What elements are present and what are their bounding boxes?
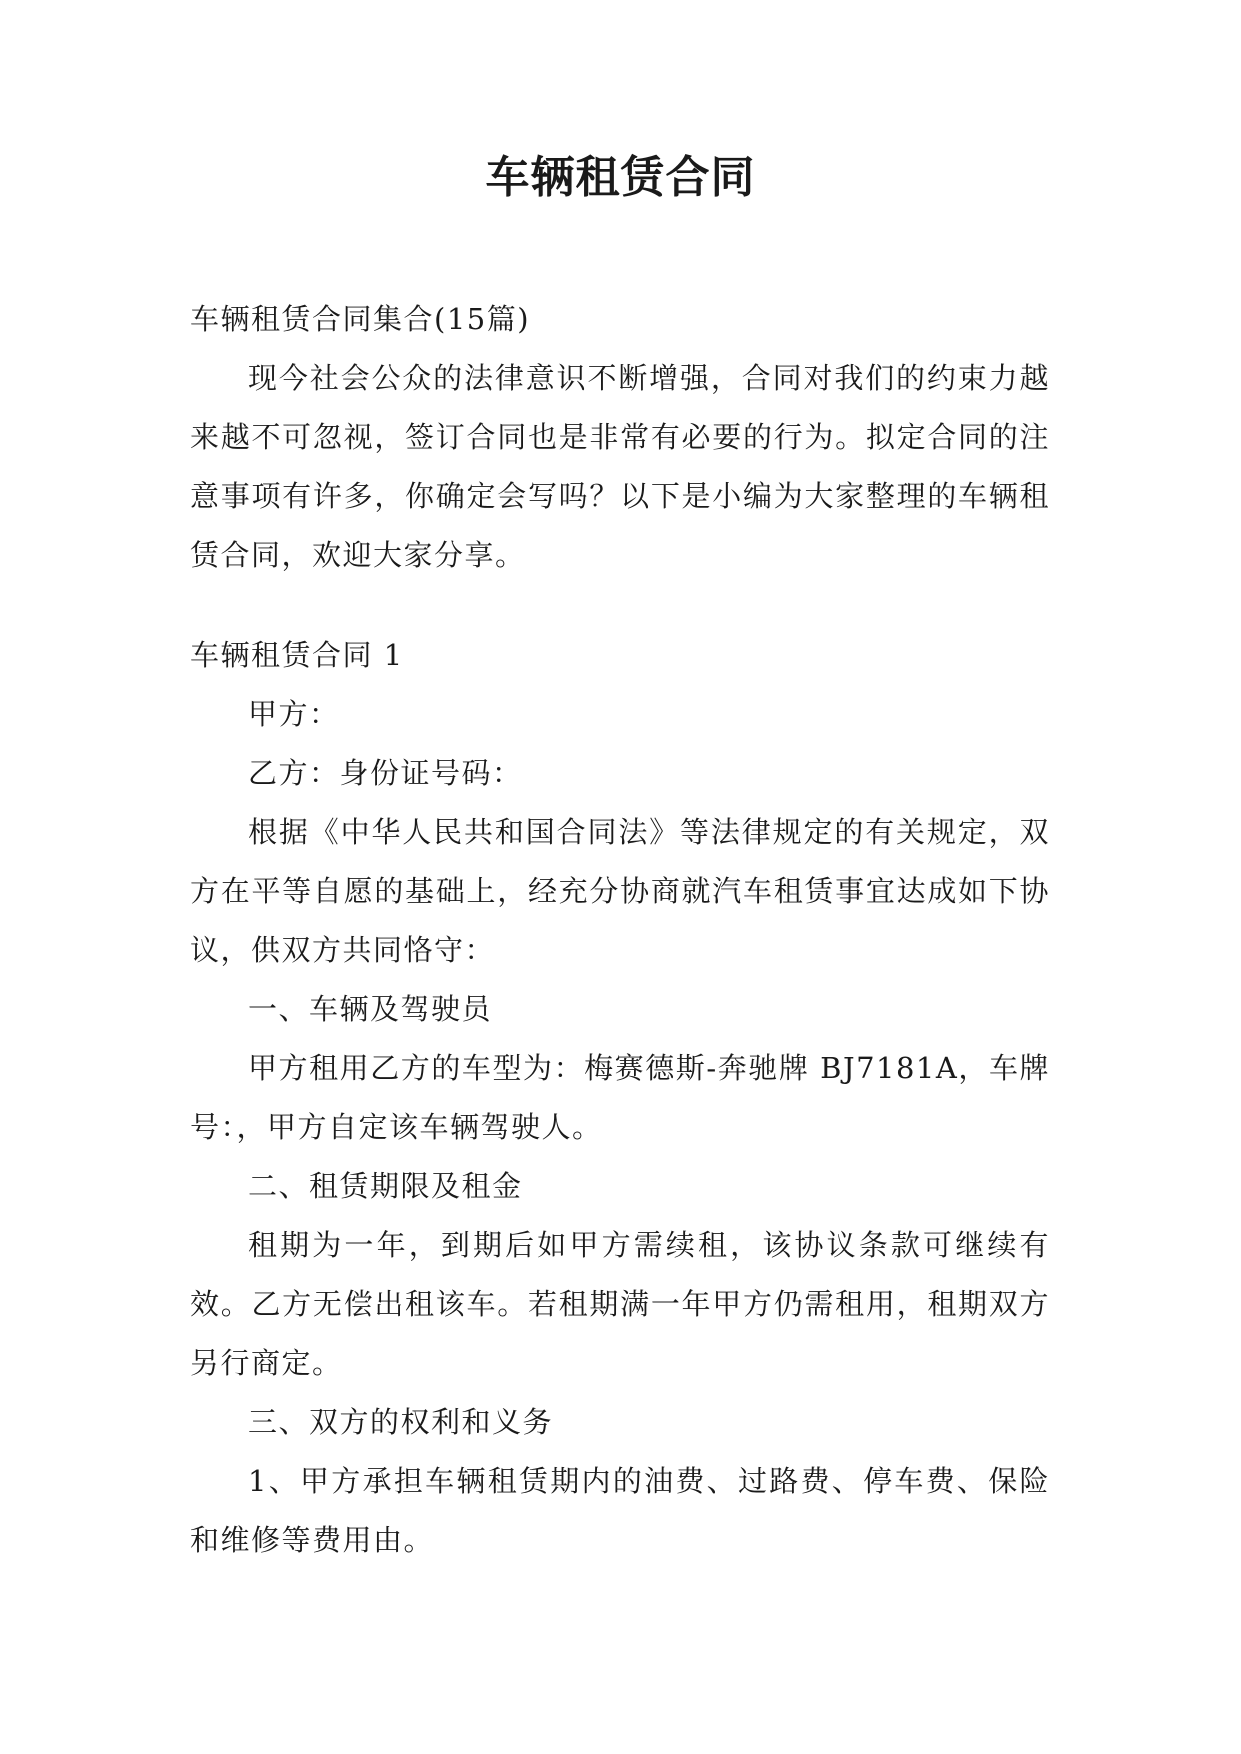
clause-3-heading: 三、双方的权利和义务 bbox=[248, 1405, 554, 1439]
clause-1-text: 甲方租用乙方的车型为：梅赛德斯-奔驰牌 BJ7181A，车牌号：，甲方自定该车辆驾驶人。 bbox=[190, 1051, 1050, 1144]
intro-paragraph: 现今社会公众的法律意识不断增强，合同对我们的约束力越来越不可忽视，签订合同也是非常有必要的行为。拟定合同的注意事项有许多，你确定会写吗？以下是小编为大家整理的车辆租赁合同，欢迎大家分享。 bbox=[190, 361, 1050, 572]
preamble-paragraph: 根据《中华人民共和国合同法》等法律规定的有关规定，双方在平等自愿的基础上，经充分协商就汽车租赁事宜达成如下协议，供双方共同恪守： bbox=[190, 815, 1050, 967]
clause-2-text: 租期为一年，到期后如甲方需续租，该协议条款可继续有效。乙方无偿出租该车。若租期满一年甲方仍需租用，租期双方另行商定。 bbox=[190, 1228, 1050, 1380]
document-body bbox=[190, 290, 1050, 1570]
clause-3-item-1: 1、甲方承担车辆租赁期内的油费、过路费、停车费、保险和维修等费用由。 bbox=[190, 1464, 1050, 1557]
party-a-line: 甲方： bbox=[248, 697, 340, 731]
section-heading: 车辆租赁合同 1 bbox=[190, 638, 404, 672]
paragraph-gap bbox=[190, 585, 1050, 626]
document-title: 车辆租赁合同 bbox=[485, 152, 756, 203]
document-subtitle: 车辆租赁合同集合(15篇) bbox=[190, 302, 531, 336]
party-b-line: 乙方：身份证号码： bbox=[248, 756, 523, 790]
clause-1-heading: 一、车辆及驾驶员 bbox=[248, 992, 493, 1026]
clause-2-heading: 二、租赁期限及租金 bbox=[248, 1169, 523, 1203]
